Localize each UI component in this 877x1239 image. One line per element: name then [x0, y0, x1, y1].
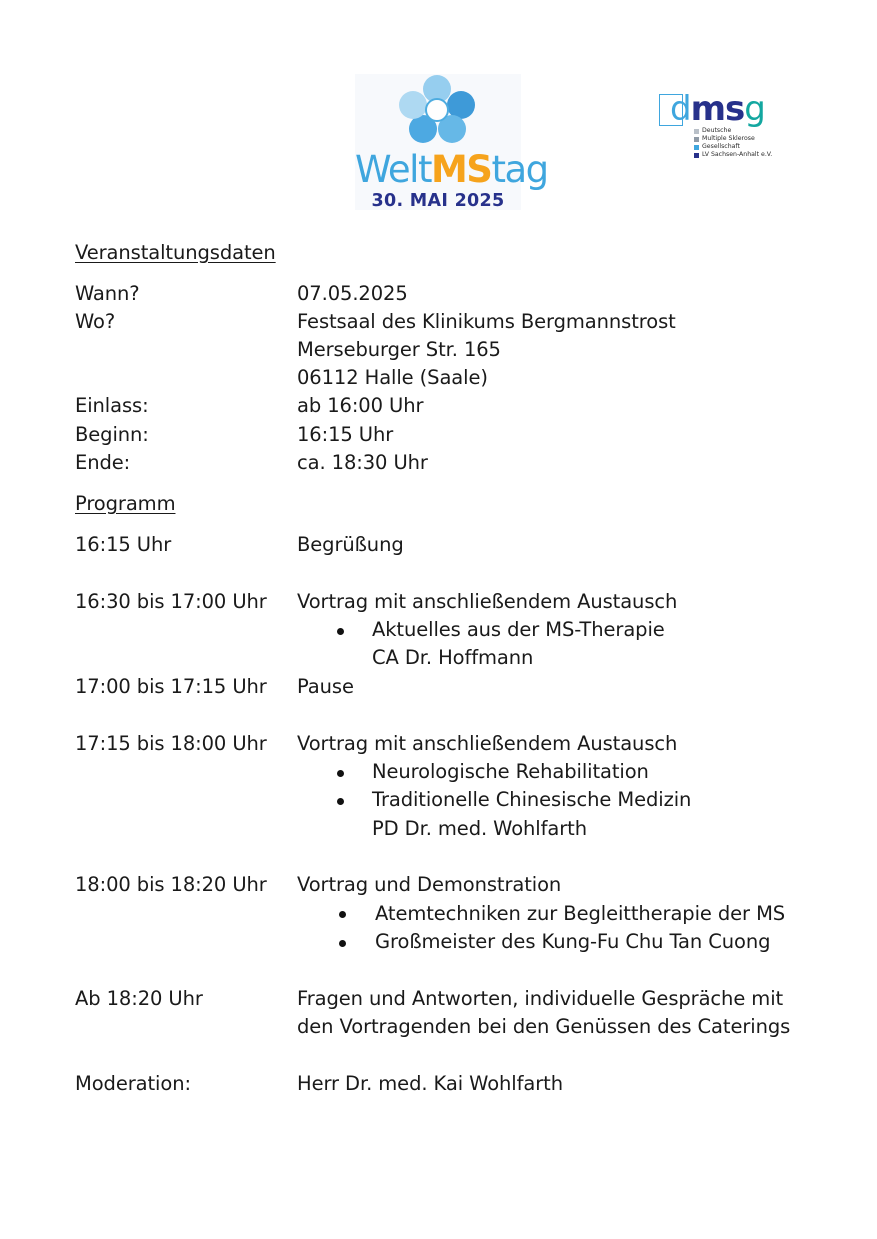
wo-line-1: Festsaal des Klinikums Bergmannstrost: [297, 310, 676, 333]
program-5-bullet-2: Großmeister des Kung-Fu Chu Tan Cuong: [375, 930, 771, 953]
program-title-2: Vortrag mit anschließendem Austausch: [297, 590, 678, 613]
program-4-bullet-1: Neurologische Rehabilitation: [372, 760, 649, 783]
square-icon: [694, 145, 699, 150]
bullet-icon: [337, 798, 344, 805]
dmsg-line-4: LV Sachsen-Anhalt e.V.: [702, 151, 773, 158]
einlass-value: ab 16:00 Uhr: [297, 394, 424, 417]
dmsg-line-2: Multiple Sklerose: [702, 135, 755, 142]
logo-date: 30. MAI 2025: [371, 191, 505, 211]
moderation-name: Herr Dr. med. Kai Wohlfarth: [297, 1072, 563, 1095]
dmsg-logo: dmsg: [670, 89, 765, 129]
beginn-label: Beginn:: [75, 423, 149, 446]
program-2-speaker: CA Dr. Hoffmann: [372, 646, 534, 669]
section-heading-event-data: Veranstaltungsdaten: [75, 241, 276, 264]
einlass-label: Einlass:: [75, 394, 149, 417]
section-heading-program: Programm: [75, 492, 176, 515]
ende-value: ca. 18:30 Uhr: [297, 451, 428, 474]
program-time-6: Ab 18:20 Uhr: [75, 987, 203, 1010]
ende-label: Ende:: [75, 451, 131, 474]
program-6-line-2: den Vortragenden bei den Genüssen des Caterings: [297, 1015, 791, 1038]
bullet-icon: [337, 770, 344, 777]
program-title-4: Vortrag mit anschließendem Austausch: [297, 732, 678, 755]
wo-label: Wo?: [75, 310, 116, 333]
program-title-1: Begrüßung: [297, 533, 404, 556]
program-title-3: Pause: [297, 675, 354, 698]
dmsg-subtitle: [694, 127, 772, 159]
program-time-4: 17:15 bis 18:00 Uhr: [75, 732, 267, 755]
program-time-5: 18:00 bis 18:20 Uhr: [75, 873, 267, 896]
bullet-icon: [339, 940, 346, 947]
bullet-icon: [339, 911, 346, 918]
program-title-5: Vortrag und Demonstration: [297, 873, 562, 896]
program-time-1: 16:15 Uhr: [75, 533, 172, 556]
program-6-line-1: Fragen und Antworten, individuelle Gespräche mit: [297, 987, 784, 1010]
wann-value: 07.05.2025: [297, 282, 408, 305]
bullet-icon: [337, 628, 344, 635]
program-4-speaker: PD Dr. med. Wohlfarth: [372, 817, 587, 840]
program-2-bullet-1: Aktuelles aus der MS-Therapie: [372, 618, 665, 641]
dmsg-line-3: Gesellschaft: [702, 143, 740, 150]
program-4-bullet-2: Traditionelle Chinesische Medizin: [372, 788, 692, 811]
wo-line-3: 06112 Halle (Saale): [297, 366, 488, 389]
wann-label: Wann?: [75, 282, 140, 305]
program-5-bullet-1: Atemtechniken zur Begleittherapie der MS: [375, 902, 786, 925]
square-icon: [694, 129, 699, 134]
moderation-label: Moderation:: [75, 1072, 191, 1095]
weltmstag-wordmark: WeltMStag: [355, 148, 548, 191]
program-time-3: 17:00 bis 17:15 Uhr: [75, 675, 267, 698]
square-icon: [694, 153, 699, 158]
dmsg-line-1: Deutsche: [702, 127, 732, 134]
beginn-value: 16:15 Uhr: [297, 423, 394, 446]
square-icon: [694, 137, 699, 142]
wo-line-2: Merseburger Str. 165: [297, 338, 501, 361]
program-time-2: 16:30 bis 17:00 Uhr: [75, 590, 267, 613]
